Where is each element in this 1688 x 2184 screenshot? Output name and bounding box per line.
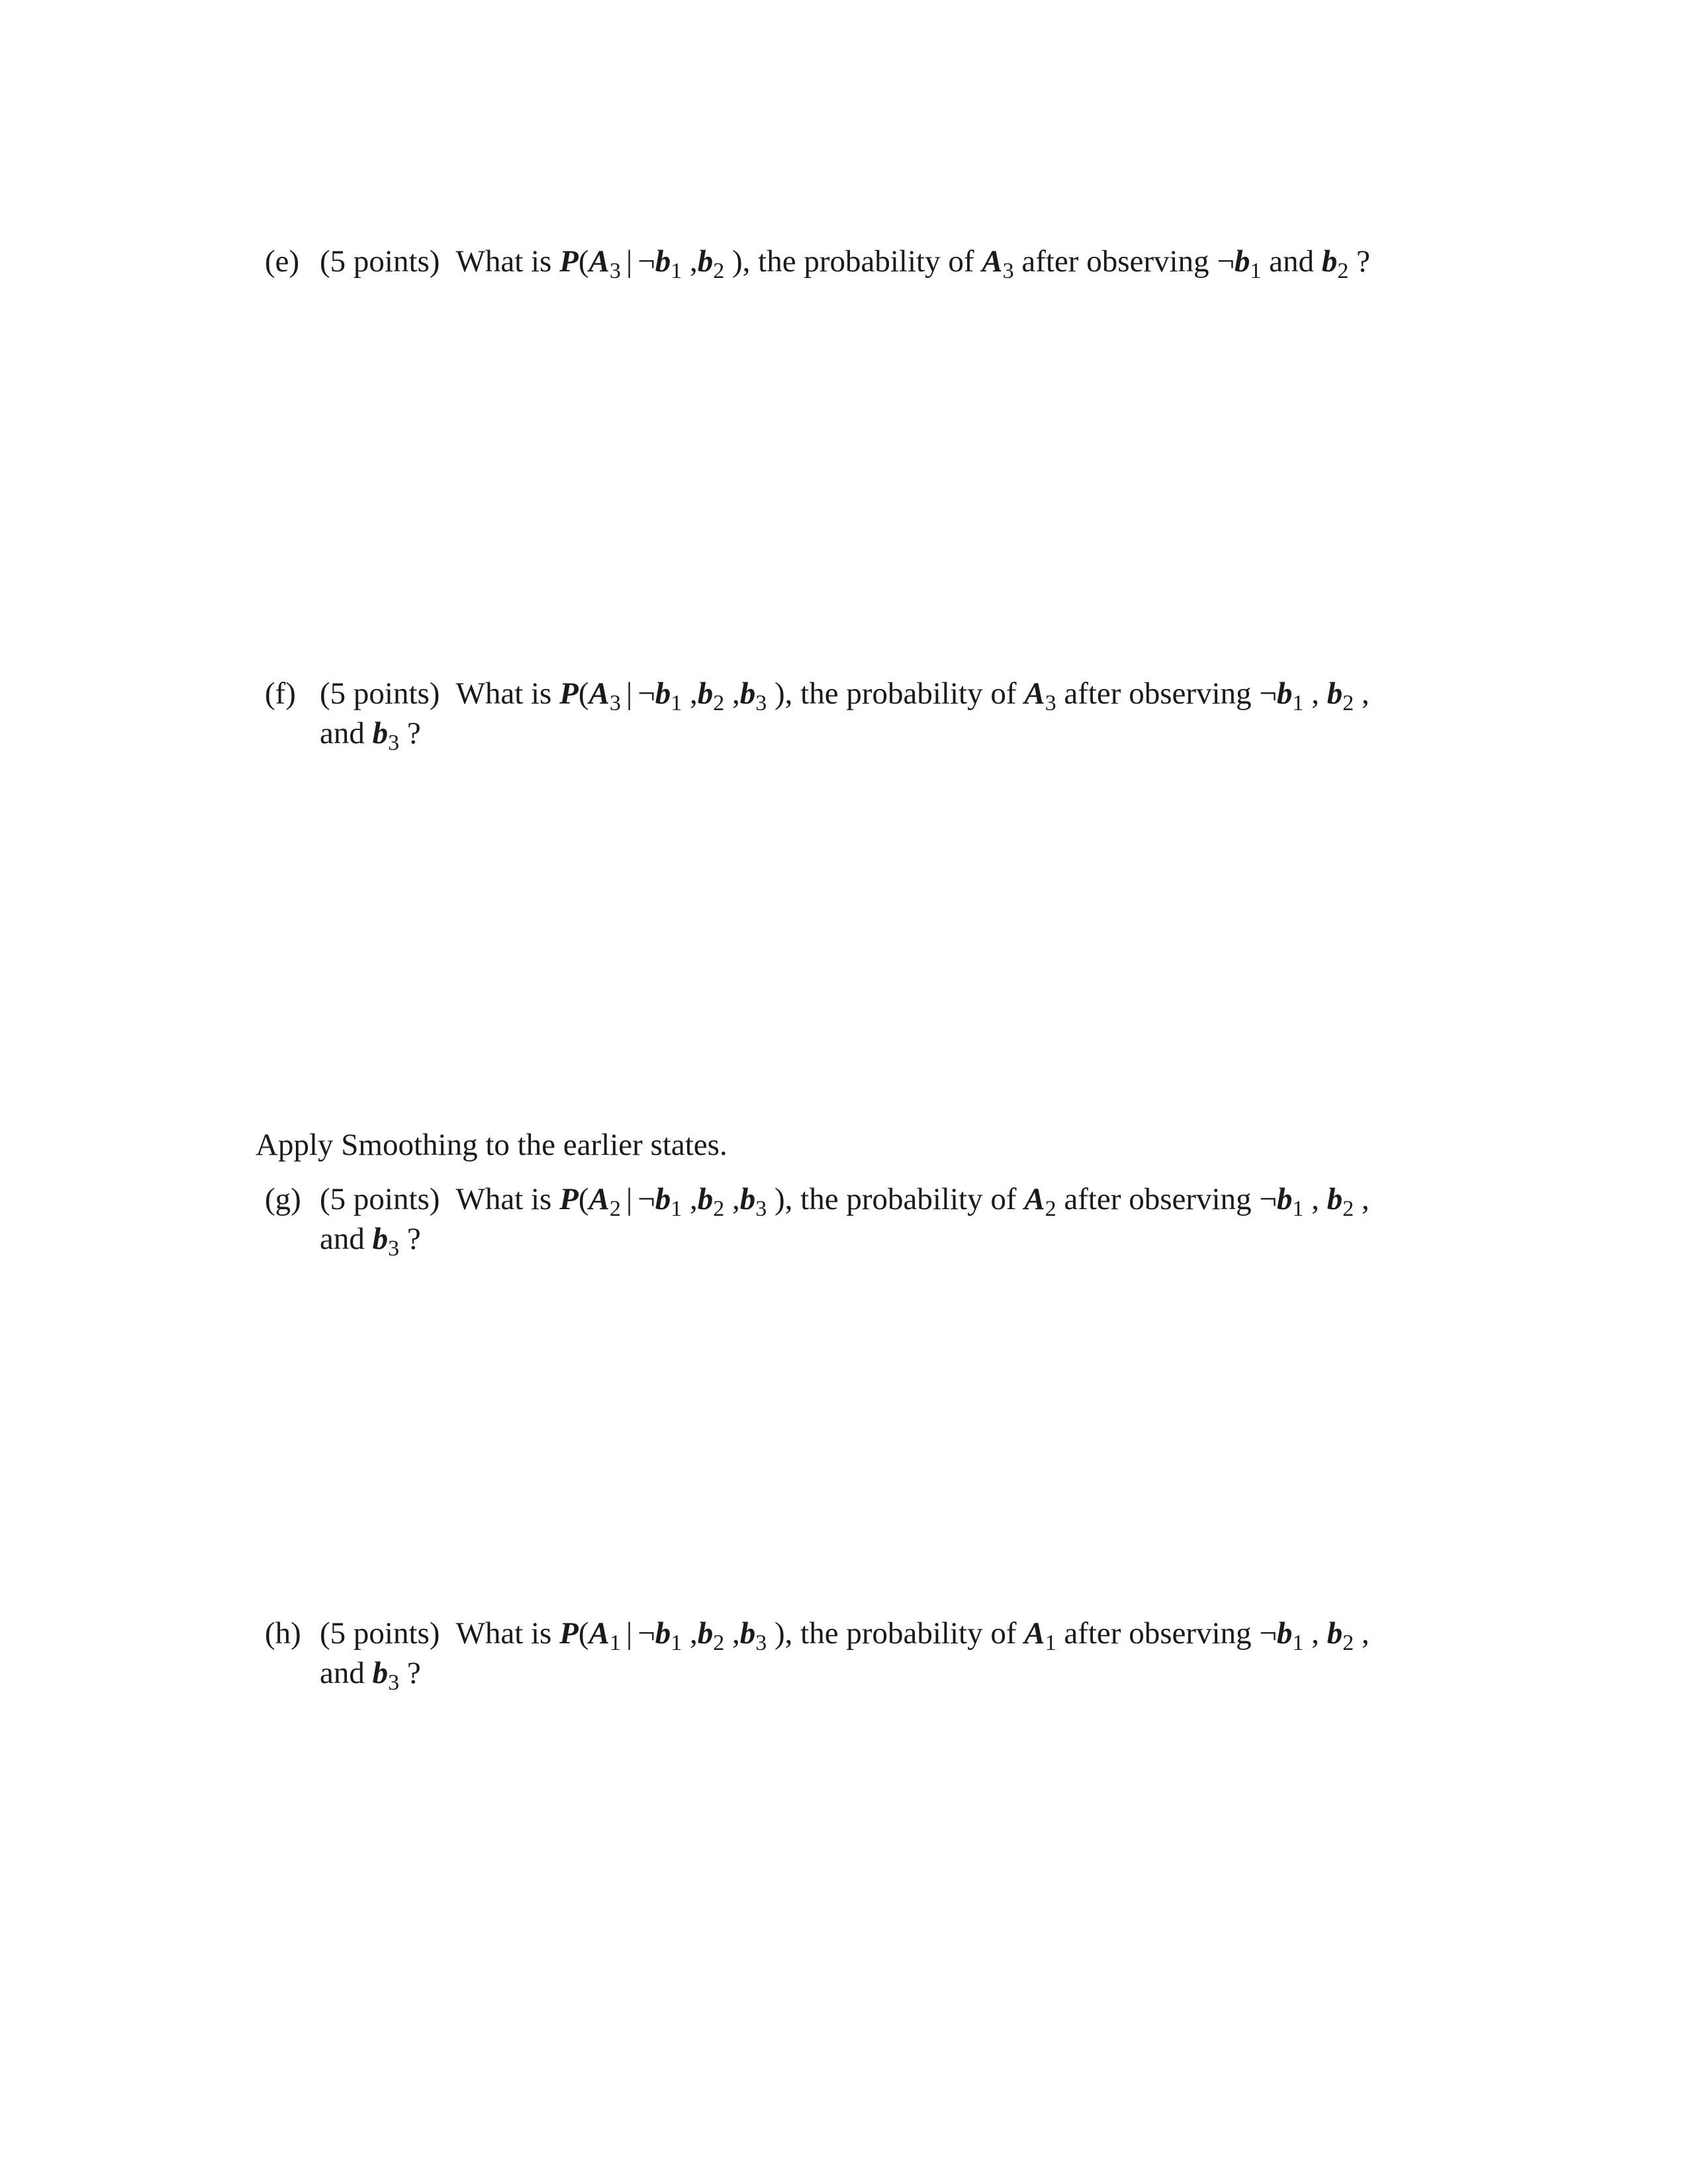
evidence-expression: $\neg b_1$ $,b_2$ $,b_3$ xyxy=(637,1182,767,1221)
evidence-expression: $\neg b_1$ $,b_2$ xyxy=(637,244,725,283)
question-g xyxy=(265,1179,1509,1259)
section-heading: Apply Smoothing to the earlier states. xyxy=(256,1128,727,1162)
question-label: (h) xyxy=(265,1616,301,1651)
question-label: (g) xyxy=(265,1182,301,1216)
question-e xyxy=(265,242,1509,281)
question-points: (5 points) xyxy=(320,1616,440,1651)
evidence-expression: $\neg b_1$ $,b_2$ $,b_3$ xyxy=(637,1616,767,1655)
question-points: (5 points) xyxy=(320,244,440,279)
question-points: (5 points) xyxy=(320,1182,440,1216)
question-continuation: and $b_3$ ? xyxy=(320,1656,421,1695)
question-f xyxy=(265,674,1509,753)
question-text: What is $P(A_2$ | $\neg b_1$ $,b_2$ $,b_3$ ), the probability of $A_2$ after observing $\neg b_1$ , $b_2$ , xyxy=(455,1182,1370,1221)
question-continuation: and $b_3$ ? xyxy=(320,716,421,755)
question-text: What is $P(A_1$ | $\neg b_1$ $,b_2$ $,b_3$ ), the probability of $A_1$ after observing $\neg b_1$ , $b_2$ , xyxy=(455,1616,1370,1655)
question-text: What is $P(A_3$ | $\neg b_1$ $,b_2$ $,b_3$ ), the probability of $A_3$ after observing $\neg b_1$ , $b_2$ , xyxy=(455,676,1370,715)
question-text: What is $P(A_3$ | $\neg b_1$ $,b_2$ ), the probability of $A_3$ after observing $\neg b_1$ and $b_2$ ? xyxy=(455,244,1370,283)
question-continuation: and $b_3$ ? xyxy=(320,1222,421,1261)
question-label: (e) xyxy=(265,244,300,279)
question-points: (5 points) xyxy=(320,676,440,711)
question-h xyxy=(265,1614,1509,1693)
evidence-expression: $\neg b_1$ $,b_2$ $,b_3$ xyxy=(637,676,767,715)
question-label: (f) xyxy=(265,676,296,711)
